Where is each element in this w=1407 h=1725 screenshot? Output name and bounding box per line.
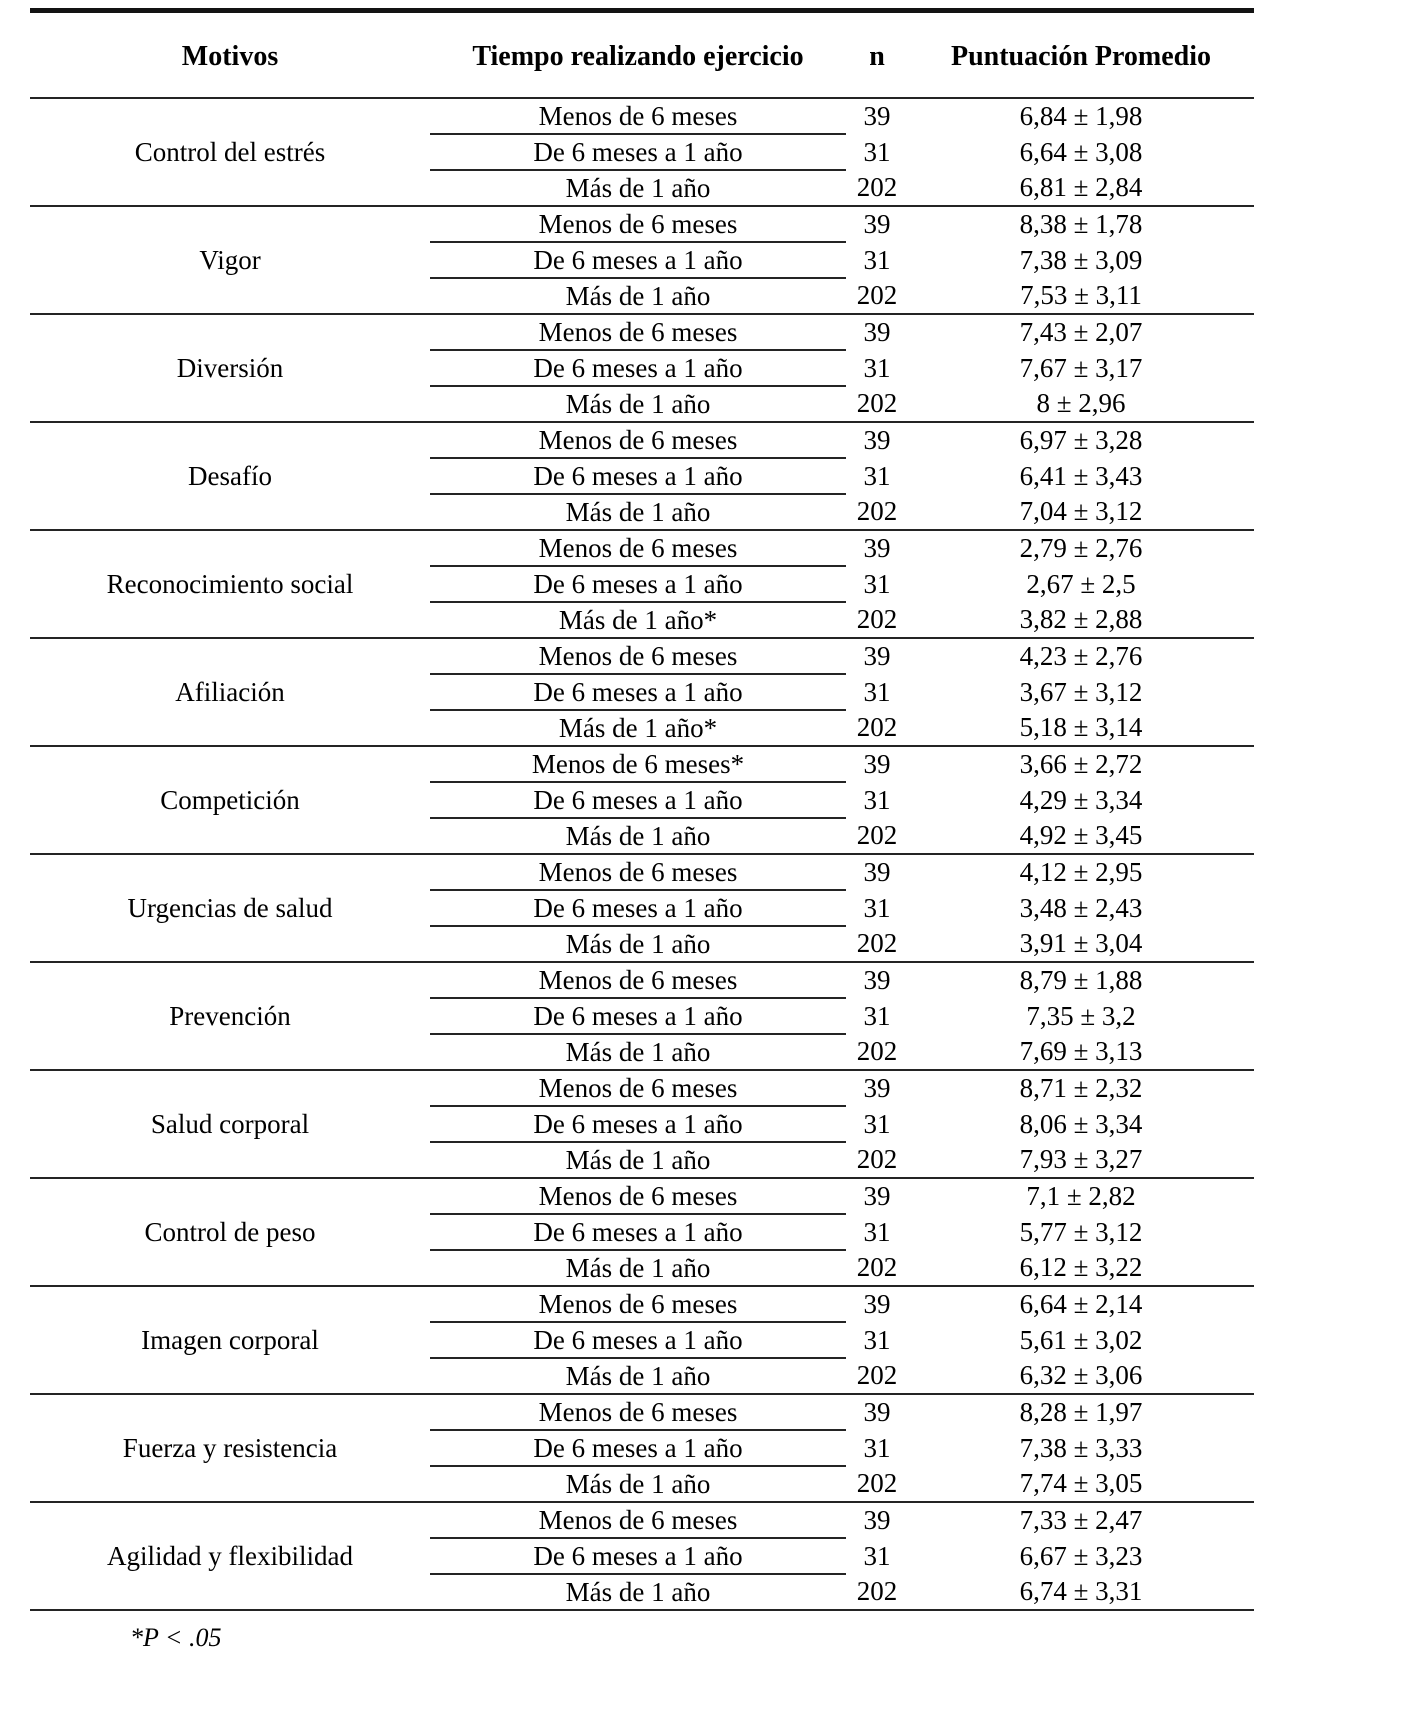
score-cell: 8,38 ± 1,78 bbox=[1019, 209, 1143, 239]
n-cell: 202 bbox=[846, 1574, 908, 1610]
motive-cell: Urgencias de salud bbox=[30, 854, 430, 962]
score-cell: 3,91 ± 3,04 bbox=[908, 926, 1254, 962]
n-cell: 202 bbox=[846, 1250, 908, 1286]
score-cell: 8,79 ± 1,88 bbox=[1019, 965, 1143, 995]
score-cell: 2,79 ± 2,76 bbox=[1019, 533, 1143, 563]
score-cell: 6,81 ± 2,84 bbox=[908, 170, 1254, 206]
motive-cell: Diversión bbox=[30, 314, 430, 422]
n-cell: 39 bbox=[863, 1397, 891, 1427]
score-cell: 2,67 ± 2,5 bbox=[1026, 568, 1136, 599]
table-row bbox=[30, 314, 1254, 350]
motive-cell: Agilidad y flexibilidad bbox=[30, 1502, 430, 1610]
score-cell: 7,43 ± 2,07 bbox=[1019, 317, 1143, 347]
score-cell: 6,12 ± 3,22 bbox=[908, 1250, 1254, 1286]
time-cell: Más de 1 año bbox=[430, 1250, 846, 1286]
time-cell: Más de 1 año bbox=[430, 278, 846, 314]
score-cell: 6,41 ± 3,43 bbox=[1019, 460, 1143, 491]
score-cell: 7,74 ± 3,05 bbox=[908, 1466, 1254, 1502]
time-cell: Más de 1 año bbox=[430, 818, 846, 854]
time-cell: De 6 meses a 1 año bbox=[430, 782, 846, 818]
time-cell: Menos de 6 meses bbox=[430, 98, 846, 134]
n-cell: 31 bbox=[863, 1432, 891, 1463]
n-cell: 202 bbox=[846, 386, 908, 422]
time-cell: De 6 meses a 1 año bbox=[430, 134, 846, 170]
n-cell: 202 bbox=[846, 1466, 908, 1502]
table-row bbox=[30, 854, 1254, 890]
motive-cell: Vigor bbox=[30, 206, 430, 314]
n-cell: 31 bbox=[863, 568, 891, 599]
n-cell: 31 bbox=[863, 1540, 891, 1571]
n-cell: 31 bbox=[863, 676, 891, 707]
score-cell: 4,23 ± 2,76 bbox=[1019, 641, 1143, 671]
motive-cell: Afiliación bbox=[30, 638, 430, 746]
time-cell: Más de 1 año* bbox=[430, 602, 846, 638]
score-cell: 7,33 ± 2,47 bbox=[1019, 1505, 1143, 1535]
n-cell: 39 bbox=[863, 641, 891, 671]
time-cell: Más de 1 año bbox=[430, 386, 846, 422]
motive-cell: Competición bbox=[30, 746, 430, 854]
n-cell: 39 bbox=[863, 425, 891, 455]
score-cell: 7,38 ± 3,33 bbox=[1019, 1432, 1143, 1463]
score-cell: 3,82 ± 2,88 bbox=[908, 602, 1254, 638]
score-cell: 7,04 ± 3,12 bbox=[908, 494, 1254, 530]
time-cell: Más de 1 año bbox=[430, 170, 846, 206]
n-cell: 202 bbox=[846, 818, 908, 854]
score-cell: 7,69 ± 3,13 bbox=[908, 1034, 1254, 1070]
time-cell: Más de 1 año bbox=[430, 1034, 846, 1070]
n-cell: 31 bbox=[863, 892, 891, 923]
score-cell: 3,67 ± 3,12 bbox=[1019, 676, 1143, 707]
footnote: *P < .05 bbox=[130, 1623, 222, 1652]
table-row bbox=[30, 1070, 1254, 1106]
motive-cell: Control de peso bbox=[30, 1178, 430, 1286]
time-cell: De 6 meses a 1 año bbox=[430, 1106, 846, 1142]
n-cell: 202 bbox=[846, 1034, 908, 1070]
score-cell: 4,12 ± 2,95 bbox=[1019, 857, 1143, 887]
time-cell: Más de 1 año bbox=[430, 926, 846, 962]
table-row bbox=[30, 1178, 1254, 1214]
score-cell: 8,06 ± 3,34 bbox=[1019, 1108, 1143, 1139]
n-cell: 39 bbox=[863, 857, 891, 887]
score-cell: 7,38 ± 3,09 bbox=[1019, 244, 1143, 275]
time-cell: De 6 meses a 1 año bbox=[430, 458, 846, 494]
score-cell: 6,74 ± 3,31 bbox=[908, 1574, 1254, 1610]
n-cell: 39 bbox=[863, 209, 891, 239]
time-cell: De 6 meses a 1 año bbox=[430, 350, 846, 386]
n-cell: 31 bbox=[863, 784, 891, 815]
time-cell: De 6 meses a 1 año bbox=[430, 242, 846, 278]
time-cell: Menos de 6 meses* bbox=[430, 746, 846, 782]
n-cell: 39 bbox=[863, 1289, 891, 1319]
column-header-n: n bbox=[846, 11, 908, 99]
score-cell: 8,28 ± 1,97 bbox=[1019, 1397, 1143, 1427]
time-cell: Menos de 6 meses bbox=[430, 854, 846, 890]
score-cell: 5,61 ± 3,02 bbox=[1019, 1324, 1143, 1355]
n-cell: 31 bbox=[863, 1000, 891, 1031]
n-cell: 39 bbox=[863, 317, 891, 347]
score-cell: 7,67 ± 3,17 bbox=[1019, 352, 1143, 383]
n-cell: 202 bbox=[846, 926, 908, 962]
table-row bbox=[30, 530, 1254, 566]
score-cell: 7,93 ± 3,27 bbox=[908, 1142, 1254, 1178]
results-table bbox=[30, 8, 1254, 1611]
motive-cell: Desafío bbox=[30, 422, 430, 530]
column-header-puntuacion: Puntuación Promedio bbox=[908, 11, 1254, 99]
score-cell: 3,66 ± 2,72 bbox=[1019, 749, 1143, 779]
time-cell: Menos de 6 meses bbox=[430, 1070, 846, 1106]
score-cell: 6,84 ± 1,98 bbox=[1019, 101, 1143, 131]
n-cell: 39 bbox=[863, 749, 891, 779]
time-cell: Menos de 6 meses bbox=[430, 962, 846, 998]
time-cell: De 6 meses a 1 año bbox=[430, 566, 846, 602]
n-cell: 39 bbox=[863, 965, 891, 995]
n-cell: 39 bbox=[863, 533, 891, 563]
time-cell: Menos de 6 meses bbox=[430, 314, 846, 350]
score-cell: 5,18 ± 3,14 bbox=[908, 710, 1254, 746]
score-cell: 6,64 ± 3,08 bbox=[1019, 136, 1143, 167]
time-cell: Más de 1 año bbox=[430, 1142, 846, 1178]
motive-cell: Prevención bbox=[30, 962, 430, 1070]
score-cell: 7,1 ± 2,82 bbox=[1026, 1181, 1136, 1211]
time-cell: Menos de 6 meses bbox=[430, 422, 846, 458]
score-cell: 6,32 ± 3,06 bbox=[908, 1358, 1254, 1394]
score-cell: 6,67 ± 3,23 bbox=[1019, 1540, 1143, 1571]
n-cell: 39 bbox=[863, 1505, 891, 1535]
time-cell: Más de 1 año* bbox=[430, 710, 846, 746]
n-cell: 202 bbox=[846, 170, 908, 206]
n-cell: 202 bbox=[846, 1142, 908, 1178]
time-cell: Menos de 6 meses bbox=[430, 206, 846, 242]
time-cell: Menos de 6 meses bbox=[430, 530, 846, 566]
score-cell: 4,29 ± 3,34 bbox=[1019, 784, 1143, 815]
time-cell: De 6 meses a 1 año bbox=[430, 998, 846, 1034]
time-cell: Menos de 6 meses bbox=[430, 1394, 846, 1430]
n-cell: 202 bbox=[846, 602, 908, 638]
motive-cell: Imagen corporal bbox=[30, 1286, 430, 1394]
time-cell: De 6 meses a 1 año bbox=[430, 1430, 846, 1466]
table-row bbox=[30, 746, 1254, 782]
column-header-tiempo: Tiempo realizando ejercicio bbox=[430, 11, 846, 99]
n-cell: 39 bbox=[863, 101, 891, 131]
motive-cell: Reconocimiento social bbox=[30, 530, 430, 638]
n-cell: 31 bbox=[863, 1108, 891, 1139]
time-cell: De 6 meses a 1 año bbox=[430, 890, 846, 926]
time-cell: Más de 1 año bbox=[430, 494, 846, 530]
time-cell: Más de 1 año bbox=[430, 1574, 846, 1610]
time-cell: De 6 meses a 1 año bbox=[430, 1214, 846, 1250]
motive-cell: Control del estrés bbox=[30, 98, 430, 206]
score-cell: 3,48 ± 2,43 bbox=[1019, 892, 1143, 923]
table-row bbox=[30, 638, 1254, 674]
time-cell: Menos de 6 meses bbox=[430, 638, 846, 674]
n-cell: 202 bbox=[846, 278, 908, 314]
table-row bbox=[30, 206, 1254, 242]
table-body bbox=[30, 98, 1254, 1610]
n-cell: 31 bbox=[863, 136, 891, 167]
score-cell: 5,77 ± 3,12 bbox=[1019, 1216, 1143, 1247]
table-row bbox=[30, 962, 1254, 998]
n-cell: 202 bbox=[846, 710, 908, 746]
table-row bbox=[30, 1286, 1254, 1322]
time-cell: Menos de 6 meses bbox=[430, 1286, 846, 1322]
n-cell: 31 bbox=[863, 1324, 891, 1355]
time-cell: De 6 meses a 1 año bbox=[430, 674, 846, 710]
score-cell: 8 ± 2,96 bbox=[908, 386, 1254, 422]
score-cell: 4,92 ± 3,45 bbox=[908, 818, 1254, 854]
table-row bbox=[30, 1502, 1254, 1538]
score-cell: 8,71 ± 2,32 bbox=[1019, 1073, 1143, 1103]
table-row bbox=[30, 422, 1254, 458]
n-cell: 39 bbox=[863, 1073, 891, 1103]
time-cell: De 6 meses a 1 año bbox=[430, 1322, 846, 1358]
score-cell: 6,64 ± 2,14 bbox=[1019, 1289, 1143, 1319]
time-cell: Más de 1 año bbox=[430, 1466, 846, 1502]
table-row bbox=[30, 98, 1254, 134]
n-cell: 202 bbox=[846, 1358, 908, 1394]
score-cell: 6,97 ± 3,28 bbox=[1019, 425, 1143, 455]
n-cell: 202 bbox=[846, 494, 908, 530]
motive-cell: Fuerza y resistencia bbox=[30, 1394, 430, 1502]
header-row bbox=[30, 11, 1254, 99]
n-cell: 31 bbox=[863, 352, 891, 383]
table-row bbox=[30, 1394, 1254, 1430]
n-cell: 39 bbox=[863, 1181, 891, 1211]
time-cell: Menos de 6 meses bbox=[430, 1502, 846, 1538]
score-cell: 7,35 ± 3,2 bbox=[1026, 1000, 1136, 1031]
time-cell: Menos de 6 meses bbox=[430, 1178, 846, 1214]
motive-cell: Salud corporal bbox=[30, 1070, 430, 1178]
column-header-motivos: Motivos bbox=[30, 11, 430, 99]
time-cell: De 6 meses a 1 año bbox=[430, 1538, 846, 1574]
n-cell: 31 bbox=[863, 244, 891, 275]
n-cell: 31 bbox=[863, 460, 891, 491]
time-cell: Más de 1 año bbox=[430, 1358, 846, 1394]
n-cell: 31 bbox=[863, 1216, 891, 1247]
score-cell: 7,53 ± 3,11 bbox=[908, 278, 1254, 314]
